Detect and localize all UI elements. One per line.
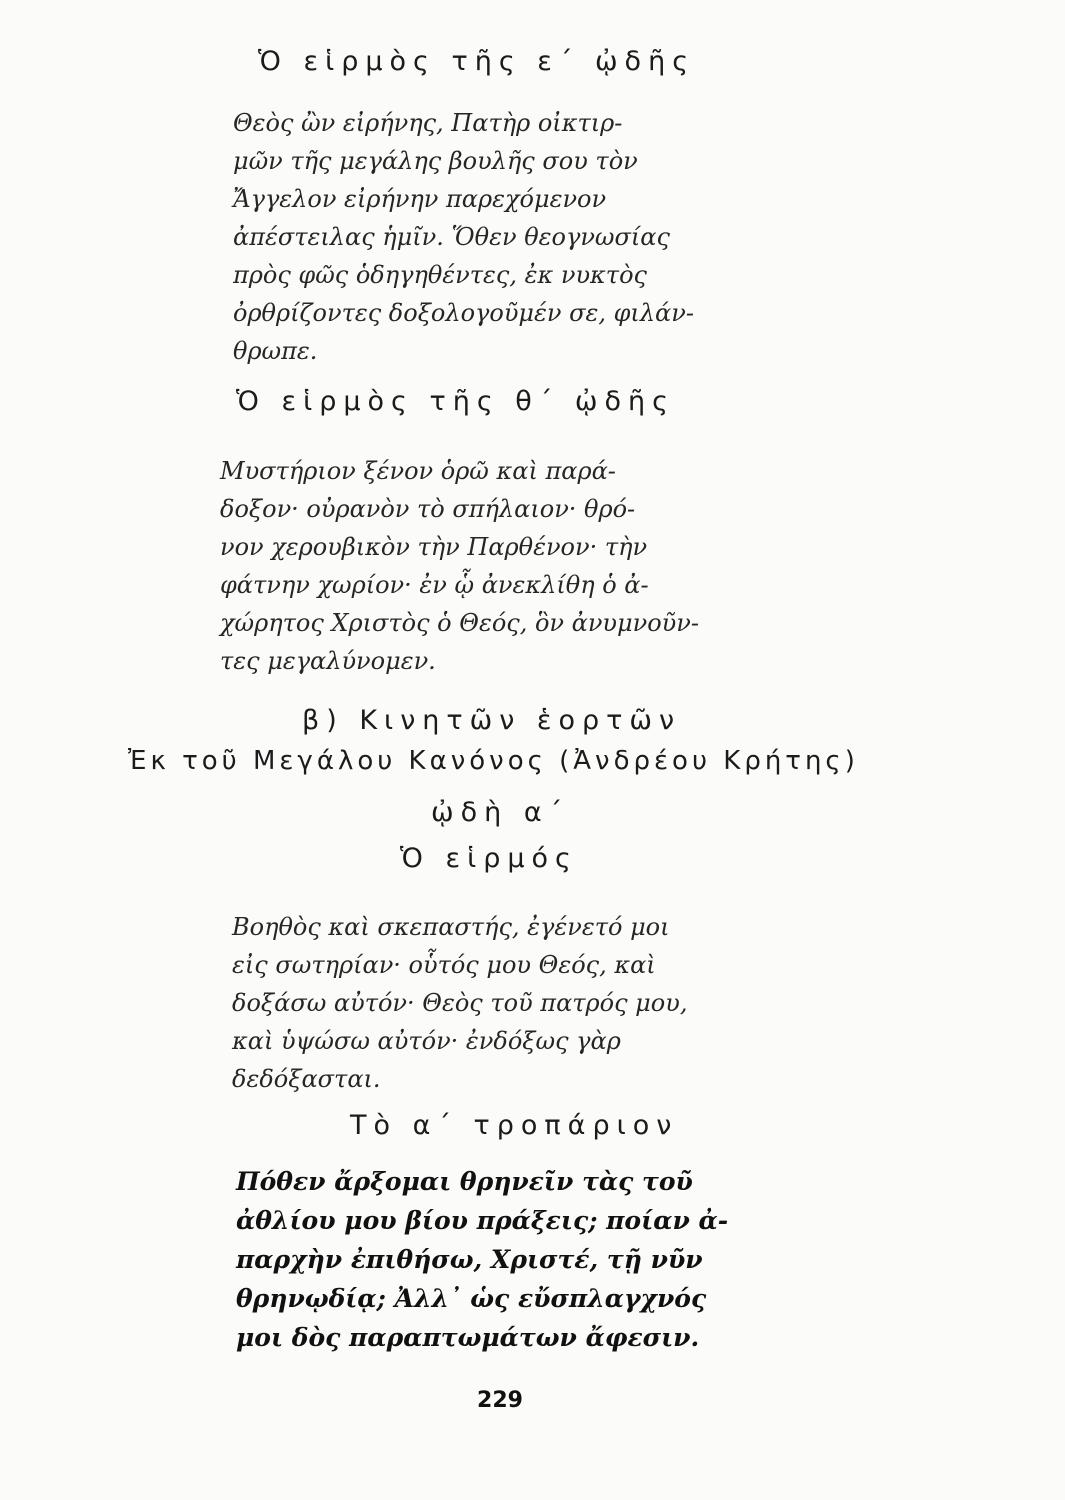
page-number: 229 [477, 1388, 523, 1413]
verse-line: τες μεγαλύνομεν. [220, 647, 436, 675]
verse-line: φάτνην χωρίον· ἐν ᾧ ἀνεκλίθη ὁ ἀ- [220, 571, 649, 599]
verse-line: εἰς σωτηρίαν· οὗτός μου Θεός, καὶ [232, 951, 656, 979]
verse-line: ἀπέστειλας ἡμῖν. Ὅθεν θεογνωσίας [233, 223, 670, 251]
heirmos-ode-9-text [220, 452, 699, 680]
heirmos-text [232, 908, 687, 1098]
verse-line: ὀρθρίζοντες δοξολογοῦμέν σε, φιλάν- [233, 299, 694, 327]
verse-line: πρὸς φῶς ὁδηγηθέντες, ἐκ νυκτὸς [233, 261, 647, 289]
troparion-text [236, 1162, 728, 1357]
verse-line: ἀθλίου μου βίου πράξεις; ποίαν ἀ- [236, 1206, 729, 1235]
verse-line: μοι δὸς παραπτωμάτων ἄφεσιν. [236, 1323, 700, 1352]
heirmos-ode-5-title: Ὁ εἱρμὸς τῆς ε΄ ᾠδῆς [258, 46, 696, 77]
verse-line: δοξον· οὐρανὸν τὸ σπήλαιον· θρό- [220, 495, 636, 523]
verse-line: θρωπε. [233, 337, 318, 365]
verse-line: Μυστήριον ξένον ὁρῶ καὶ παρά- [220, 457, 616, 485]
ode-1-title: ᾠδὴ α΄ [431, 797, 570, 828]
heirmos-ode-5-text [233, 104, 694, 370]
verse-line: Βοηθὸς καὶ σκεπαστής, ἐγένετό μοι [232, 913, 670, 941]
great-canon-title: Ἐκ τοῦ Μεγάλου Κανόνος (Ἀνδρέου Κρήτης) [128, 746, 859, 776]
verse-line: Πόθεν ἄρξομαι θρηνεῖν τὰς τοῦ [236, 1167, 693, 1196]
verse-line: Ἄγγελον εἰρήνην παρεχόμενον [233, 185, 607, 213]
verse-line: μῶν τῆς μεγάλης βουλῆς σου τὸν [233, 147, 638, 175]
verse-line: θρηνῳδίᾳ; Ἀλλ᾽ ὡς εὔσπλαγχνός [236, 1284, 707, 1313]
verse-line: παρχὴν ἐπιθήσω, Χριστέ, τῇ νῦν [236, 1245, 703, 1274]
troparion-title: Τὸ α΄ τροπάριον [350, 1110, 679, 1141]
verse-line: δοξάσω αὐτόν· Θεὸς τοῦ πατρός μου, [232, 989, 688, 1017]
heirmos-ode-9-title: Ὁ εἱρμὸς τῆς θ΄ ᾠδῆς [236, 386, 675, 417]
verse-line: καὶ ὑψώσω αὐτόν· ἐνδόξως γὰρ [232, 1027, 621, 1055]
verse-line: δεδόξασται. [232, 1065, 381, 1093]
verse-line: χώρητος Χριστὸς ὁ Θεός, ὃν ἀνυμνοῦν- [220, 609, 699, 637]
verse-line: Θεὸς ὢν εἰρήνης, Πατὴρ οἰκτιρ- [233, 109, 623, 137]
heirmos-title: Ὁ εἱρμός [400, 843, 578, 874]
movable-feasts-title: β) Κινητῶν ἑορτῶν [302, 705, 682, 736]
verse-line: νον χερουβικὸν τὴν Παρθένον· τὴν [220, 533, 648, 561]
